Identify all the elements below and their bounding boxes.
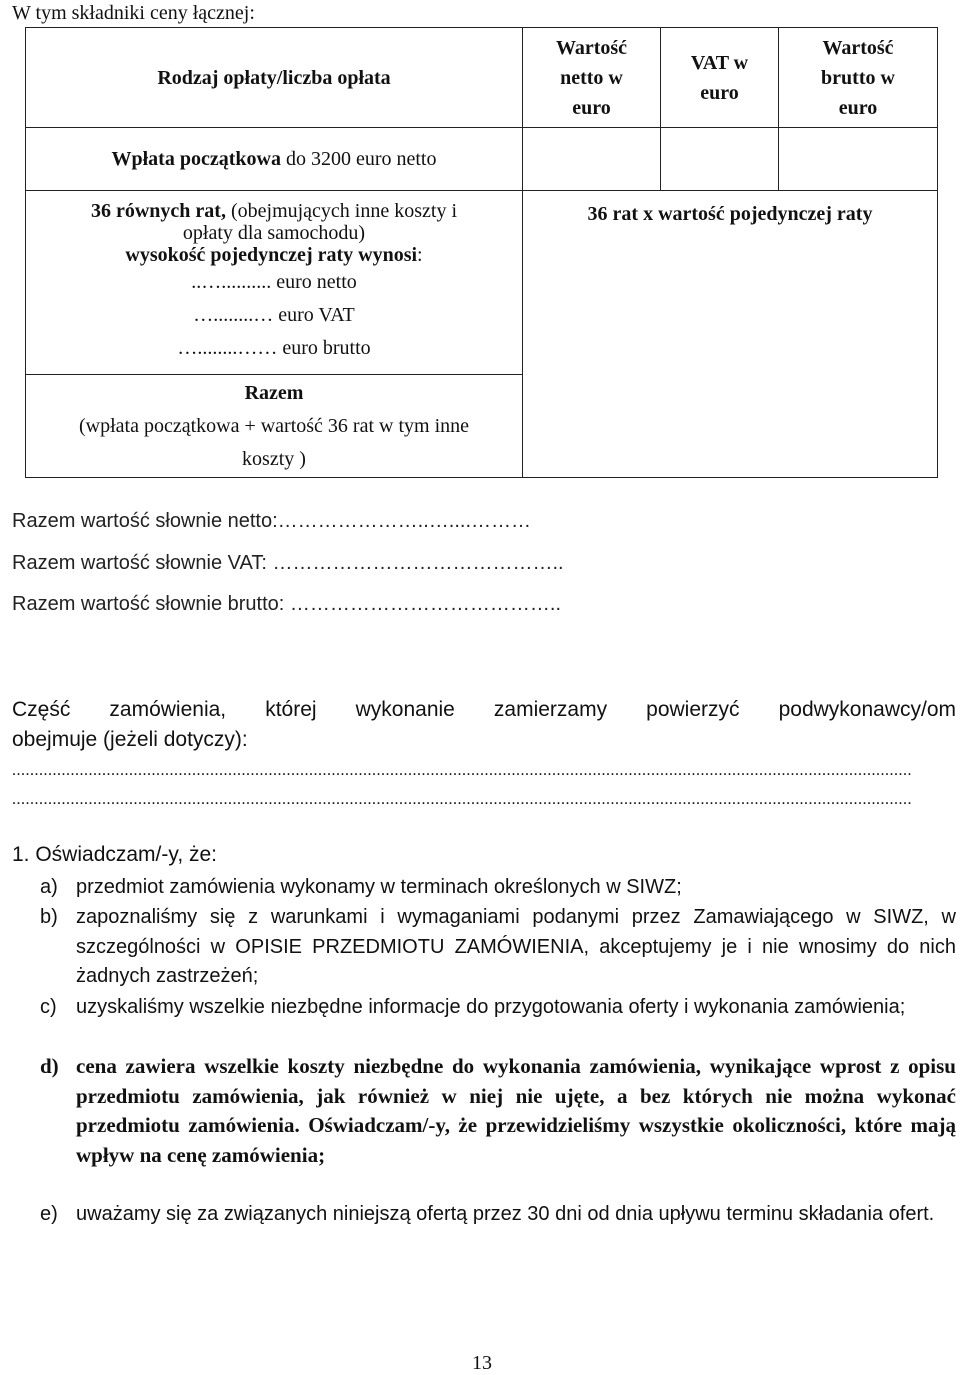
table-header-row bbox=[26, 28, 938, 128]
declaration-item-e: e) uważamy się za związanych niniejszą ofertą przez 30 dni od dnia upływu terminu składania ofert. bbox=[40, 1203, 935, 1225]
header-net: Wartość netto w euro bbox=[523, 28, 661, 128]
subcontractor-text-2: obejmuje (jeżeli dotyczy): bbox=[12, 728, 248, 751]
fill-line-1: ........................................................................................................................................................................................................ bbox=[12, 762, 912, 779]
header-type: Rodzaj opłaty/liczba opłata bbox=[26, 28, 523, 128]
installments-cell: 36 równych rat, (obejmujących inne koszty i opłaty dla samochodu) wysokość pojedynczej raty wynosi: ..….......... euro netto …........… euro VAT …........…… euro brutto bbox=[26, 191, 523, 375]
declaration-item-d: d) cena zawiera wszelkie koszty niezbędne do wykonania zamówienia, wynikające wprost z opisu przedmiotu zamówienia, jak również w niej nie ujęte, a bez których nie można wykonać przedmiotu zamówienia. Oświadczam/-y, że przewidzieliśmy wszystkie okoliczności, które mają wpływ na cenę zamówienia; bbox=[40, 1054, 956, 1167]
declaration-heading: 1. Oświadczam/-y, że: bbox=[12, 843, 217, 866]
initial-payment-gross bbox=[779, 128, 938, 191]
declaration-item-c: c) uzyskaliśmy wszelkie niezbędne informacje do przygotowania oferty i wykonania zamówienia; bbox=[40, 996, 906, 1018]
fill-line-2: ........................................................................................................................................................................................................ bbox=[12, 791, 912, 808]
initial-payment-net bbox=[523, 128, 661, 191]
declaration-item-b: b) zapoznaliśmy się z warunkami i wymaganiami podanymi przez Zamawiającego w SIWZ, w szczególności w OPISIE PRZEDMIOTU ZAMÓWIENIA, akceptujemy je i nie wnosimy do nich żadnych zastrzeżeń; bbox=[40, 906, 956, 988]
summary-vat: Razem wartość słownie VAT: …………………………………….. bbox=[12, 552, 564, 574]
page-number: 13 bbox=[472, 1352, 492, 1374]
total-cell: Razem (wpłata początkowa + wartość 36 rat w tym inne koszty ) bbox=[26, 375, 523, 478]
subcontractor-text: Część zamówienia, której wykonanie zamierzamy powierzyć podwykonawcy/om bbox=[12, 698, 956, 721]
header-gross: Wartość brutto w euro bbox=[779, 28, 938, 128]
summary-brutto: Razem wartość słownie brutto: ………………………………….. bbox=[12, 593, 561, 615]
initial-payment-cell: Wpłata początkowa do 3200 euro netto bbox=[26, 128, 523, 191]
installments-merged-cell: 36 rat x wartość pojedynczej raty bbox=[523, 191, 938, 478]
table-row-initial-payment bbox=[26, 128, 938, 191]
intro-text: W tym składniki ceny łącznej: bbox=[12, 2, 255, 24]
table-row-installments bbox=[26, 191, 938, 375]
summary-netto: Razem wartość słownie netto:…………………..…....……… bbox=[12, 510, 532, 532]
header-vat: VAT w euro bbox=[661, 28, 779, 128]
price-components-table bbox=[25, 27, 938, 478]
initial-payment-vat bbox=[661, 128, 779, 191]
declaration-item-a: a) przedmiot zamówienia wykonamy w terminach określonych w SIWZ; bbox=[40, 876, 682, 898]
